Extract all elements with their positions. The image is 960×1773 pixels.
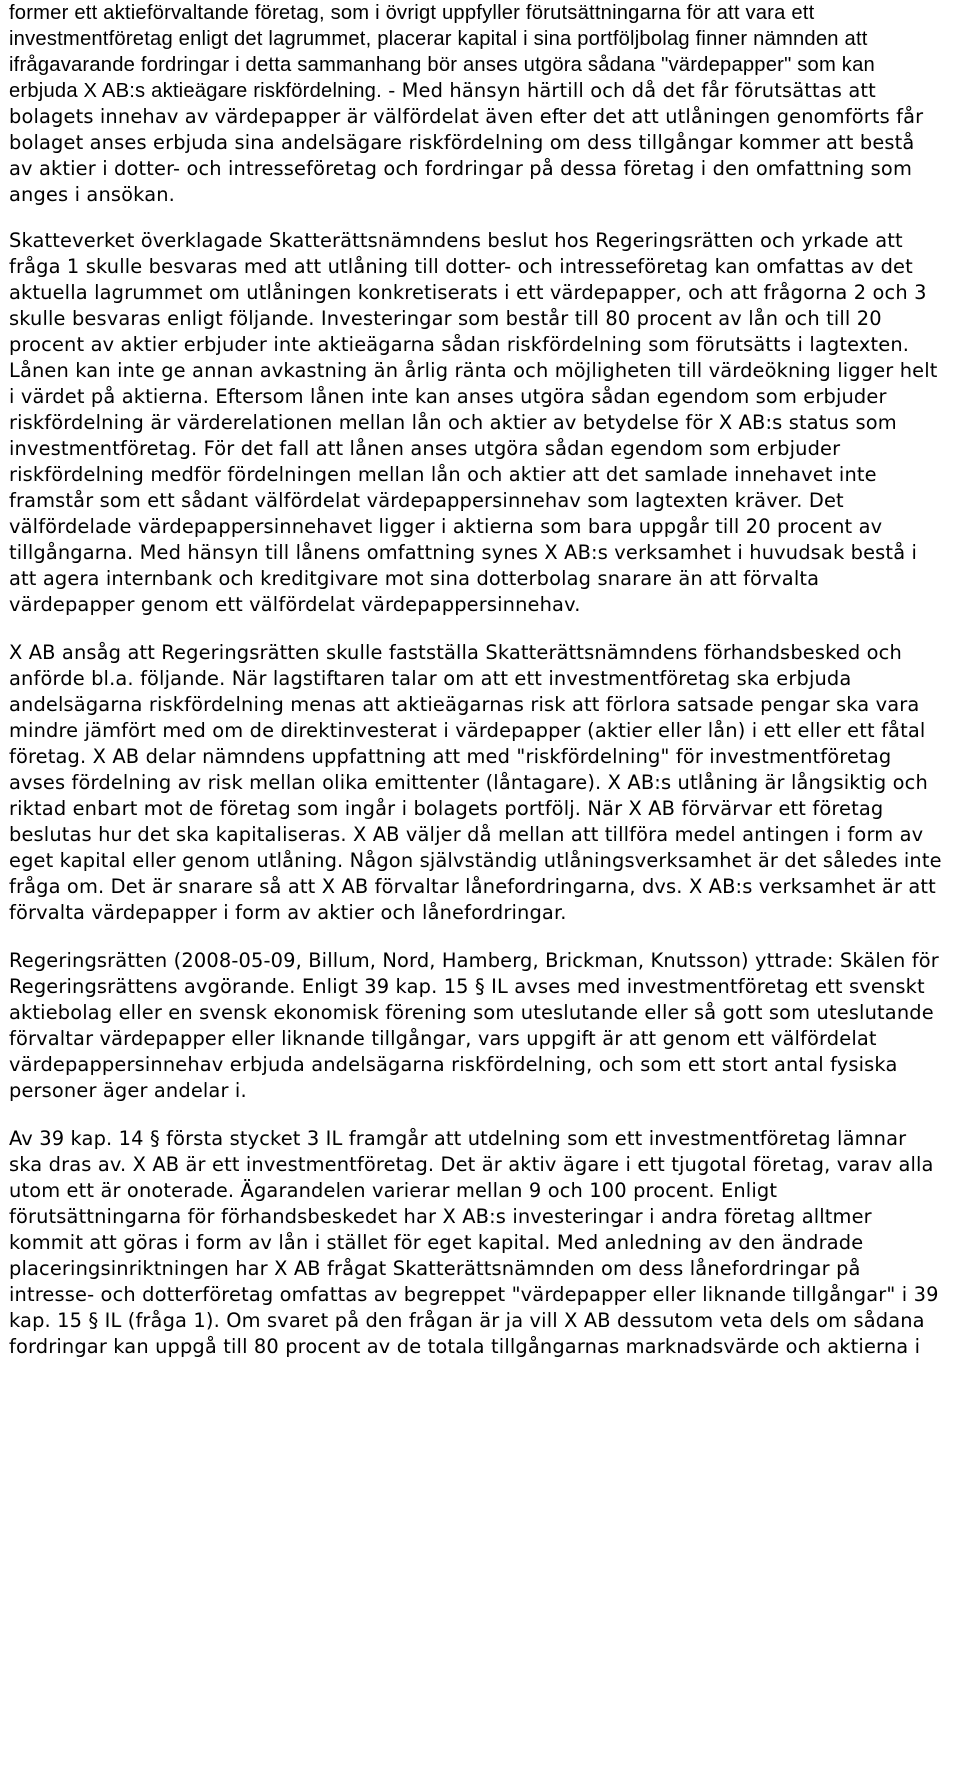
- paragraph-4: [9, 948, 942, 1104]
- paragraph-5-text: Av 39 kap. 14 § första stycket 3 IL framgår att utdelning som ett investmentföretag lämnar ska dras av. X AB är ett investmentföretag. Det är aktiv ägare i ett tjugotal företag, varav alla utom ett är onoterade. Ägarandelen varierar mellan 9 och 100 procent. Enligt förutsättningarna för förhandsbeskedet har X AB:s investeringar i andra företag alltmer kommit att göras i form av lån i stället för eget kapital. Med anledning av den ändrade placeringsinriktningen har X AB frågat Skatterättsnämnden om dess lånefordringar på intresse- och dotterföretag omfattas av begreppet "värdepapper eller liknande tillgångar" i 39 kap. 15 § IL (fråga 1). Om svaret på den frågan är ja vill X AB dessutom veta dels om sådana fordringar kan uppgå till 80 procent av de totala tillgångarnas marknadsvärde och aktierna i: [9, 1127, 939, 1358]
- paragraph-5: [9, 1126, 942, 1360]
- paragraph-4-text: Regeringsrätten (2008-05-09, Billum, Nord, Hamberg, Brickman, Knutsson) yttrade: Skälen för Regeringsrättens avgörande. Enligt 39 kap. 15 § IL avses med investmentföretag ett svenskt aktiebolag eller en svensk ekonomisk förening som uteslutande eller så gott som uteslutande förvaltar värdepapper eller liknande tillgångar, vars uppgift är att genom ett välfördelat värdepappersinnehav erbjuda andelsägarna riskfördelning, och som ett stort antal fysiska personer äger andelar i.: [9, 949, 939, 1102]
- paragraph-2-text: Skatteverket överklagade Skatterättsnämndens beslut hos Regeringsrätten och yrkade att fråga 1 skulle besvaras med att utlåning till dotter- och intresseföretag kan omfattas av det aktuella lagrummet om utlåningen konkretiserats i ett värdepapper, och att frågorna 2 och 3 skulle besvaras enligt följande. Investeringar som består till 80 procent av lån och till 20 procent av aktier erbjuder inte aktieägarna sådan riskfördelning som förutsätts i lagtexten. Lånen kan inte ge annan avkastning än årlig ränta och möjligheten till värdeökning ligger helt i värdet på aktierna. Eftersom lånen inte kan anses utgöra sådan egendom som erbjuder riskfördelning är värderelationen mellan lån och aktier av betydelse för X AB:s status som investmentföretag. För det fall att lånen anses utgöra sådan egendom som erbjuder riskfördelning medför fördelningen mellan lån och aktier att det samlade innehavet inte framstår som ett sådant välfördelat värdepappersinnehav som lagtexten kräver. Det välfördelade värdepappersinnehavet ligger i aktierna som bara uppgår till 20 procent av tillgångarna. Med hänsyn till lånens omfattning synes X AB:s verksamhet i huvudsak bestå i att agera internbank och kreditgivare mot sina dotterbolag snarare än att förvalta värdepapper genom ett välfördelat värdepappersinnehav.: [9, 229, 938, 616]
- paragraph-2: [9, 228, 942, 618]
- paragraph-1: [9, 0, 942, 208]
- paragraph-1-segment-1: former ett aktieförvaltande företag, som i övrigt uppfyller förutsättningarna för att vara ett investmentföretag enligt det lagrummet, placerar kapital i sina portföljbolag finner nämnden att ifrågavarande fordringar i detta sammanhang bör anses utgöra sådana "värdepapper" som kan erbjuda X AB:s aktieägare riskfördelning.: [9, 2, 875, 102]
- paragraph-3: [9, 640, 942, 926]
- paragraph-3-text: X AB ansåg att Regeringsrätten skulle fastställa Skatterättsnämndens förhandsbesked och anförde bl.a. följande. När lagstiftaren talar om att ett investmentföretag ska erbjuda andelsägarna riskfördelning menas att aktieägarnas risk att förlora satsade pengar ska vara mindre jämfört med om de direktinvesterat i värdepapper (aktier eller lån) i ett eller ett fåtal företag. X AB delar nämndens uppfattning att med "riskfördelning" för investmentföretag avses fördelning av risk mellan olika emittenter (låntagare). X AB:s utlåning är långsiktig och riktad enbart mot de företag som ingår i bolagets portfölj. När X AB förvärvar ett företag beslutas hur det ska kapitaliseras. X AB väljer då mellan att tillföra medel antingen i form av eget kapital eller genom utlåning. Någon självständig utlåningsverksamhet är det således inte fråga om. Det är snarare så att X AB förvaltar lånefordringarna, dvs. X AB:s verksamhet är att förvalta värdepapper i form av aktier och lånefordringar.: [9, 641, 942, 924]
- paragraph-1-segment-2: - Med hänsyn härtill och då det får förutsättas att bolagets innehav av värdepapper är välfördelat även efter det att utlåningen genomförts får bolaget anses erbjuda sina andelsägare riskfördelning om dess tillgångar kommer att bestå av aktier i dotter- och intresseföretag och fordringar på dessa företag i den omfattning som anges i ansökan.: [9, 79, 924, 206]
